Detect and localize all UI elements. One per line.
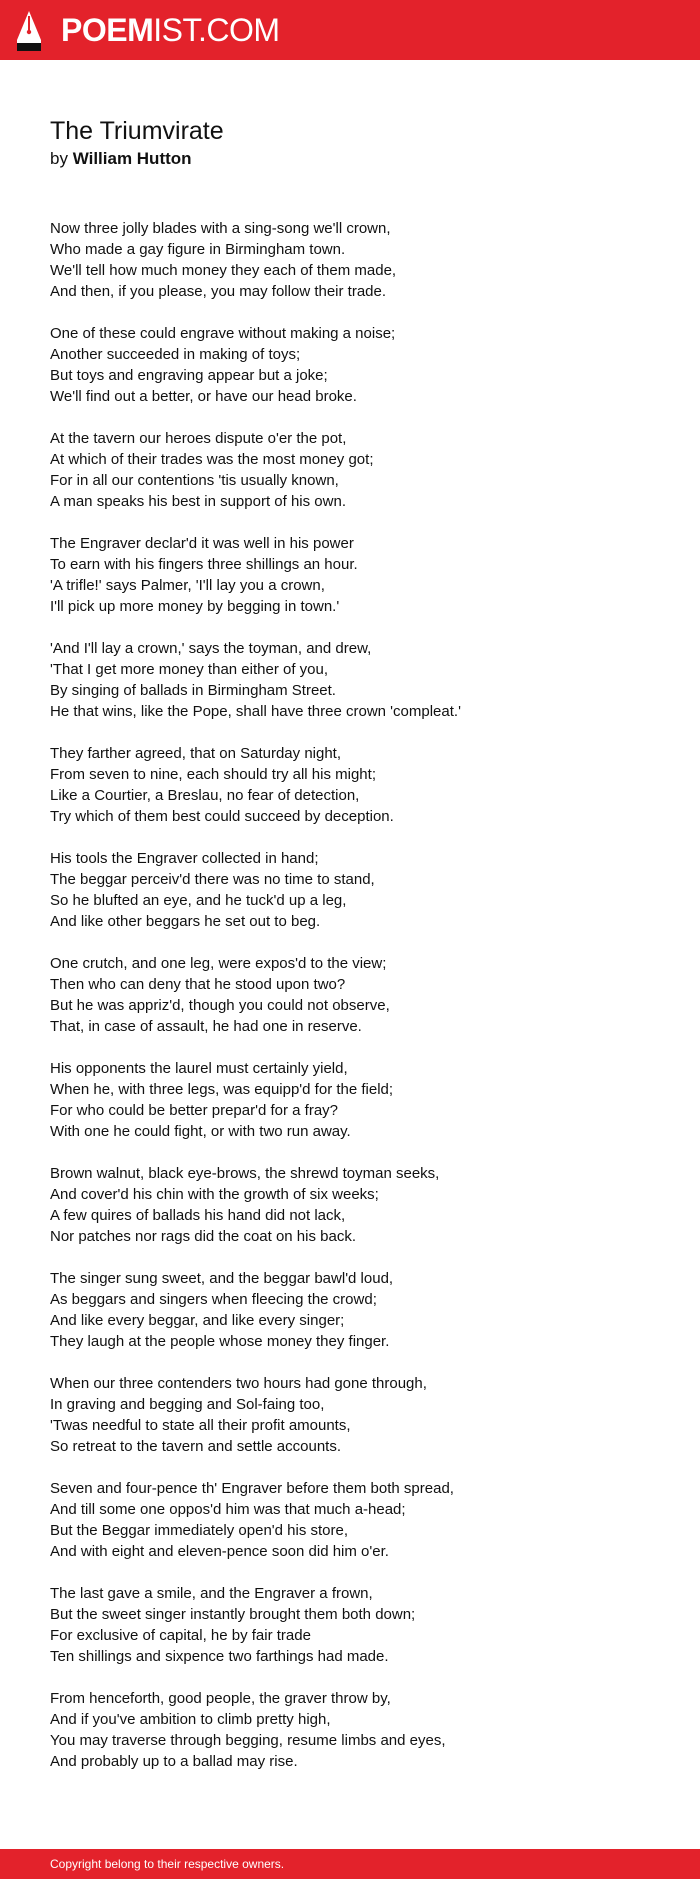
poem-body <box>50 218 670 1793</box>
poem-line: For in all our contentions 'tis usually known, <box>50 472 339 489</box>
poem-line: Ten shillings and sixpence two farthings had made. <box>50 1648 389 1665</box>
poem-line: 'A trifle!' says Palmer, 'I'll lay you a crown, <box>50 577 325 594</box>
site-footer <box>0 1849 700 1879</box>
poem-stanza <box>50 953 670 1037</box>
poem-line: With one he could fight, or with two run away. <box>50 1123 351 1140</box>
poem-line: In graving and begging and Sol-faing too, <box>50 1396 325 1413</box>
poem-line: And like every beggar, and like every singer; <box>50 1312 345 1329</box>
poem-line: 'That I get more money than either of you, <box>50 661 329 678</box>
poem-line: We'll find out a better, or have our head broke. <box>50 388 357 405</box>
poem-line: And if you've ambition to climb pretty high, <box>50 1711 331 1728</box>
poem-line: To earn with his fingers three shillings an hour. <box>50 556 358 573</box>
poem-line: And cover'd his chin with the growth of six weeks; <box>50 1186 379 1203</box>
poem-stanza <box>50 533 670 617</box>
poem-line: For exclusive of capital, he by fair trade <box>50 1627 311 1644</box>
poem-line: By singing of ballads in Birmingham Street. <box>50 682 336 699</box>
poem-line: And probably up to a ballad may rise. <box>50 1753 298 1770</box>
poem-stanza <box>50 323 670 407</box>
poem-author: William Hutton <box>72 149 192 168</box>
poem-line: Seven and four-pence th' Engraver before them both spread, <box>50 1480 454 1497</box>
poem-line: I'll pick up more money by begging in town.' <box>50 598 340 615</box>
poem-line: Like a Courtier, a Breslau, no fear of detection, <box>50 787 360 804</box>
poem-line: So retreat to the tavern and settle accounts. <box>50 1438 342 1455</box>
poem-line: From seven to nine, each should try all his might; <box>50 766 376 783</box>
poem-line: Then who can deny that he stood upon two? <box>50 976 346 993</box>
poem-line: You may traverse through begging, resume limbs and eyes, <box>50 1732 446 1749</box>
poem-line: They laugh at the people whose money they finger. <box>50 1333 390 1350</box>
poem-line: The Engraver declar'd it was well in his power <box>50 535 354 552</box>
poem-line: When he, with three legs, was equipp'd for the field; <box>50 1081 394 1098</box>
poem-line: Another succeeded in making of toys; <box>50 346 301 363</box>
logo-text-light: IST.COM <box>153 12 280 48</box>
poem-stanza <box>50 428 670 512</box>
poem-stanza <box>50 1373 670 1457</box>
poem-line: As beggars and singers when fleecing the crowd; <box>50 1291 377 1308</box>
poem-line: One crutch, and one leg, were expos'd to the view; <box>50 955 387 972</box>
poem-line: That, in case of assault, he had one in reserve. <box>50 1018 362 1035</box>
copyright-notice: Copyright belong to their respective owners. <box>50 1857 285 1871</box>
poem-stanza <box>50 743 670 827</box>
poem-line: And with eight and eleven-pence soon did him o'er. <box>50 1543 389 1560</box>
poem-line: For who could be better prepar'd for a fray? <box>50 1102 339 1119</box>
poem-line: And then, if you please, you may follow their trade. <box>50 283 387 300</box>
poem-line: And till some one oppos'd him was that much a-head; <box>50 1501 406 1518</box>
poem-line: Who made a gay figure in Birmingham town. <box>50 241 346 258</box>
poem-line: 'And I'll lay a crown,' says the toyman, and drew, <box>50 640 372 657</box>
poem-stanza <box>50 1163 670 1247</box>
poem-line: The beggar perceiv'd there was no time to stand, <box>50 871 375 888</box>
poem-line: So he blufted an eye, and he tuck'd up a leg, <box>50 892 347 909</box>
poem-line: He that wins, like the Pope, shall have three crown 'compleat.' <box>50 703 461 720</box>
poem-stanza <box>50 1268 670 1352</box>
poem-line: Try which of them best could succeed by deception. <box>50 808 394 825</box>
pen-nib-icon[interactable] <box>16 10 42 52</box>
poem-line: They farther agreed, that on Saturday night, <box>50 745 342 762</box>
poem-line: But the sweet singer instantly brought them both down; <box>50 1606 416 1623</box>
poem-line: When our three contenders two hours had gone through, <box>50 1375 427 1392</box>
poem-line: The singer sung sweet, and the beggar bawl'd loud, <box>50 1270 394 1287</box>
poem-stanza <box>50 848 670 932</box>
poem-line: 'Twas needful to state all their profit amounts, <box>50 1417 351 1434</box>
poem-stanza <box>50 1478 670 1562</box>
poem-stanza <box>50 218 670 302</box>
site-header <box>0 0 700 60</box>
poem-line: But he was appriz'd, though you could not observe, <box>50 997 390 1014</box>
poem-line: Nor patches nor rags did the coat on his back. <box>50 1228 357 1245</box>
poem-line: One of these could engrave without making a noise; <box>50 325 396 342</box>
poem-stanza <box>50 638 670 722</box>
poem-line: But toys and engraving appear but a joke; <box>50 367 328 384</box>
poem-line: A few quires of ballads his hand did not lack, <box>50 1207 346 1224</box>
poem-line: But the Beggar immediately open'd his store, <box>50 1522 349 1539</box>
poem-stanza <box>50 1583 670 1667</box>
site-logo[interactable] <box>61 12 280 48</box>
by-label: by <box>50 149 68 168</box>
poem-line: A man speaks his best in support of his own. <box>50 493 346 510</box>
poem-line: And like other beggars he set out to beg. <box>50 913 321 930</box>
poem-byline <box>50 148 192 170</box>
poem-line: His opponents the laurel must certainly yield, <box>50 1060 348 1077</box>
poem-stanza <box>50 1688 670 1772</box>
poem-title: The Triumvirate <box>50 117 224 145</box>
poem-line: Brown walnut, black eye-brows, the shrewd toyman seeks, <box>50 1165 440 1182</box>
poem-line: From henceforth, good people, the graver throw by, <box>50 1690 391 1707</box>
poem-line: The last gave a smile, and the Engraver a frown, <box>50 1585 373 1602</box>
logo-text-bold: POEM <box>61 12 154 48</box>
poem-line: At the tavern our heroes dispute o'er the pot, <box>50 430 347 447</box>
poem-stanza <box>50 1058 670 1142</box>
poem-line: Now three jolly blades with a sing-song we'll crown, <box>50 220 391 237</box>
poem-line: His tools the Engraver collected in hand; <box>50 850 319 867</box>
poem-line: At which of their trades was the most money got; <box>50 451 374 468</box>
poem-line: We'll tell how much money they each of them made, <box>50 262 397 279</box>
